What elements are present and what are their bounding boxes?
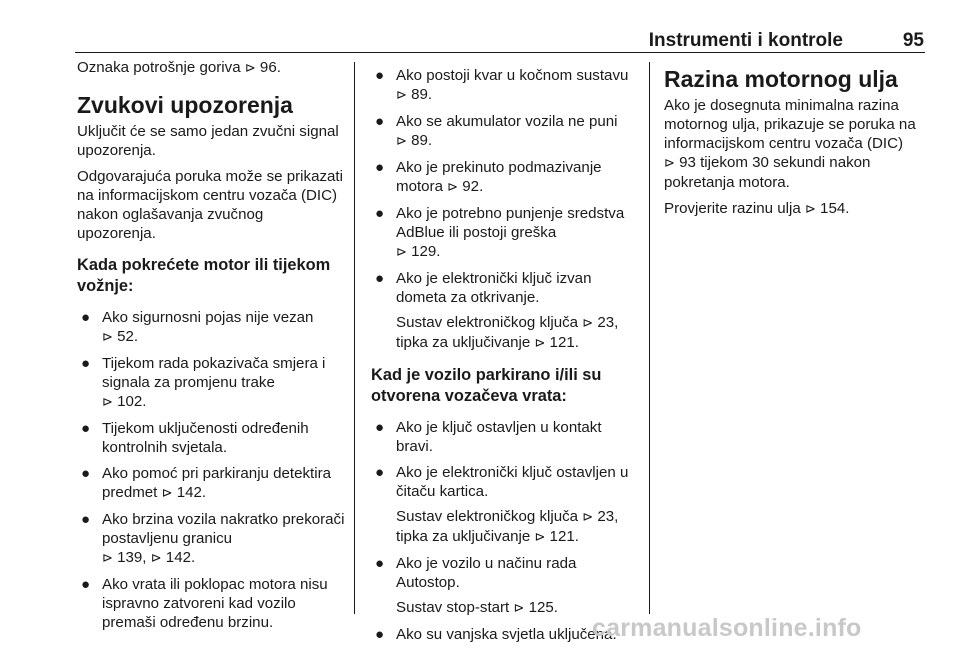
- column-divider-1: [354, 62, 355, 614]
- bullet-icon: ●: [81, 511, 91, 528]
- list-item: ● Ako su vanjska svjetla uključena.: [375, 626, 617, 643]
- bullet-list-faults: [371, 66, 641, 353]
- arrow-reference-icon: ⊳: [582, 316, 594, 331]
- list-item: ● Ako je ključ ostavljen u kontakt bravi.: [375, 419, 602, 455]
- list-item: ● Tijekom rada pokazivača smjera i signala za promjenu trake ⊳ 102.: [81, 355, 326, 410]
- arrow-reference-icon: ⊳: [534, 336, 546, 351]
- list-item: ● Ako brzina vozila nakratko prekorači postavljenu granicu ⊳ 139, ⊳ 142.: [81, 511, 345, 566]
- bullet-icon: ●: [81, 309, 91, 326]
- list-item-subtext: Sustav elektroničkog ključa ⊳ 23, tipka za uključivanje ⊳ 121.: [396, 314, 619, 351]
- list-item: ● Ako je elektronički ključ ostavljen u čitaču kartica. Sustav elektroničkog ključa ⊳ 23, tipka za uključivanje ⊳ 121.: [371, 463, 641, 547]
- bullet-icon: ●: [81, 355, 91, 372]
- list-item: ● Ako pomoć pri parkiranju detektira predmet ⊳ 142.: [81, 465, 332, 501]
- list-item: ● Tijekom uključenosti određenih kontrolnih svjetala.: [81, 420, 309, 456]
- bullet-icon: ●: [375, 159, 385, 176]
- arrow-reference-icon: ⊳: [513, 601, 525, 616]
- list-item: ● Ako je prekinuto podmazivanje motora ⊳ 92.: [375, 159, 602, 195]
- arrow-reference-icon: ⊳: [102, 330, 113, 345]
- column-1: [77, 58, 345, 639]
- bullet-icon: ●: [375, 67, 385, 84]
- arrow-reference-icon: ⊳: [102, 395, 113, 410]
- subheading-parked: Kad je vozilo parkirano i/ili su otvorena vozačeva vrata:: [371, 366, 602, 405]
- arrow-reference-icon: ⊳: [396, 134, 407, 149]
- watermark: carmanualsonline.info: [592, 614, 862, 642]
- column-3: [664, 58, 928, 226]
- running-header-title: Instrumenti i kontrole: [648, 30, 843, 51]
- arrow-reference-icon: ⊳: [161, 486, 173, 501]
- bullet-icon: ●: [81, 420, 91, 437]
- arrow-reference-icon: ⊳: [447, 180, 459, 195]
- section-title-warning-chimes: Zvukovi upozorenja: [77, 92, 293, 118]
- paragraph-single-chime: Uključit će se samo jedan zvučni signal upozorenja.: [77, 123, 339, 159]
- bullet-list-parked: [371, 418, 641, 644]
- column-divider-2: [649, 62, 650, 614]
- arrow-reference-icon: ⊳: [102, 551, 113, 566]
- bullet-list-driving: [77, 308, 345, 632]
- list-item: ● Ako postoji kvar u kočnom sustavu ⊳ 89.: [375, 67, 629, 103]
- list-item: ● Ako je potrebno punjenje sredstva AdBlue ili postoji greška ⊳ 129.: [375, 205, 625, 260]
- header-rule: [75, 52, 925, 53]
- column-2: [371, 58, 641, 651]
- paragraph-dic-message: Odgovarajuća poruka može se prikazati na informacijskom centru vozača (DIC) nakon oglašavanja zvučnog upozorenja.: [77, 168, 343, 242]
- subheading-engine-driving: Kada pokrećete motor ili tijekom vožnje:: [77, 256, 331, 295]
- bullet-icon: ●: [375, 419, 385, 436]
- arrow-reference-icon: ⊳: [804, 202, 816, 217]
- bullet-icon: ●: [375, 113, 385, 130]
- list-item-subtext: Sustav elektroničkog ključa ⊳ 23, tipka za uključivanje ⊳ 121.: [396, 508, 619, 545]
- list-item: ● Ako je vozilo u načinu rada Autostop. Sustav stop-start ⊳ 125.: [371, 554, 641, 618]
- paragraph-check-oil: Provjerite razinu ulja ⊳ 154.: [664, 200, 850, 217]
- arrow-reference-icon: ⊳: [244, 61, 256, 76]
- intro-paragraph: Oznaka potrošnje goriva ⊳ 96.: [77, 59, 281, 76]
- arrow-reference-icon: ⊳: [396, 88, 407, 103]
- paragraph-oil-message: Ako je dosegnuta minimalna razina motornog ulja, prikazuje se poruka na informacijskom centru vozača (DIC) ⊳ 93 tijekom 30 sekundi nakon pokretanja motora.: [664, 97, 916, 191]
- arrow-reference-icon: ⊳: [664, 156, 675, 171]
- list-item: ● Ako vrata ili poklopac motora nisu ispravno zatvoreni kad vozilo premaši određenu brzinu.: [81, 576, 328, 631]
- list-item: ● Ako je elektronički ključ izvan dometa za otkrivanje. Sustav elektroničkog ključa ⊳ 23, tipka za uključivanje ⊳ 121.: [371, 269, 641, 353]
- page-number: 95: [902, 30, 924, 51]
- bullet-icon: ●: [375, 555, 385, 572]
- bullet-icon: ●: [81, 465, 91, 482]
- bullet-icon: ●: [375, 464, 385, 481]
- arrow-reference-icon: ⊳: [150, 551, 162, 566]
- bullet-icon: ●: [81, 576, 91, 593]
- bullet-icon: ●: [375, 270, 385, 287]
- arrow-reference-icon: ⊳: [582, 510, 594, 525]
- bullet-icon: ●: [375, 626, 385, 643]
- list-item: ● Ako sigurnosni pojas nije vezan ⊳ 52.: [81, 309, 314, 345]
- bullet-icon: ●: [375, 205, 385, 222]
- list-item: ● Ako se akumulator vozila ne puni ⊳ 89.: [375, 113, 618, 149]
- arrow-reference-icon: ⊳: [534, 530, 546, 545]
- list-item-subtext: Sustav stop-start ⊳ 125.: [396, 599, 558, 616]
- arrow-reference-icon: ⊳: [396, 245, 407, 260]
- section-title-engine-oil: Razina motornog ulja: [664, 66, 898, 92]
